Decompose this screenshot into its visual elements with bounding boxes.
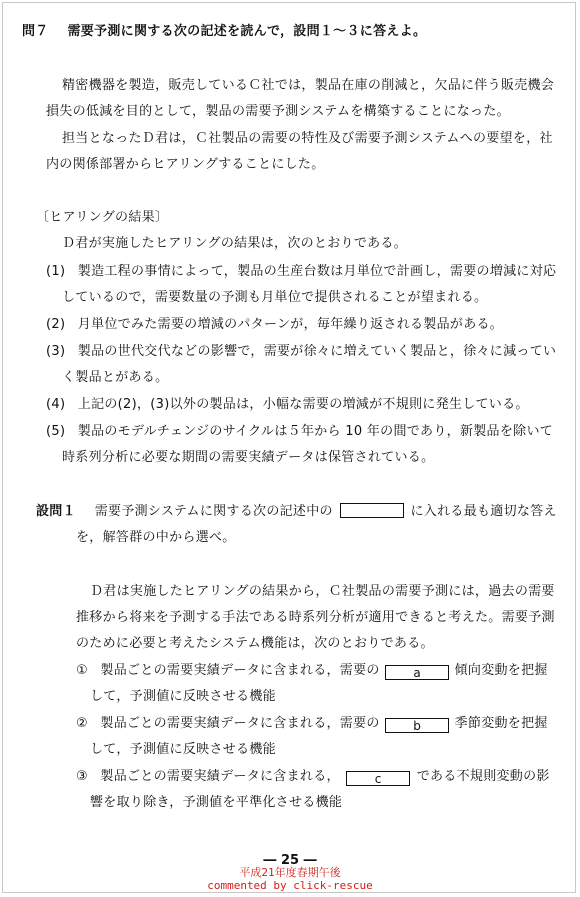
item-text: 製品のモデルチェンジのサイクルは５年から 10 年の間であり，新製品を除いて: [77, 424, 554, 439]
hearing-item-5-line2: 時系列分析に必要な期間の需要実績データは保管されている。: [62, 450, 435, 465]
hearing-item-3-line2: く製品とがある。: [62, 370, 169, 385]
function-item-1: [76, 663, 548, 680]
item-number: (3): [46, 344, 66, 359]
function-text-before: 製品ごとの需要実績データに含まれる，: [100, 769, 340, 784]
item-number: (5): [46, 424, 66, 439]
hearing-item-3: [46, 344, 556, 360]
function-text-after: 季節変動を把握: [454, 716, 548, 731]
hearing-heading: 〔ヒアリングの結果〕: [36, 210, 169, 225]
item-number: (2): [46, 317, 66, 332]
setsumon1-text-after: に入れる最も適切な答え: [410, 504, 557, 519]
item-number: (1): [46, 264, 66, 279]
function-text-before: 製品ごとの需要実績データに含まれる，需要の: [100, 663, 380, 678]
function-text-before: 製品ごとの需要実績データに含まれる，需要の: [100, 716, 380, 731]
intro-p2-line1: 担当となったＤ君は，Ｃ社製品の需要の特性及び需要予測システムへの要望を，社: [62, 131, 553, 146]
hearing-item-2: [46, 317, 503, 333]
setsumon1-label: 設問１: [36, 504, 76, 519]
function-mark: ③: [76, 769, 88, 784]
page-number: ― 25 ―: [263, 853, 317, 868]
function-item-3-line2: 響を取り除き，予測値を平準化させる機能: [90, 795, 343, 810]
exam-label: 平成21年度春期午後: [239, 866, 341, 879]
item-text: 月単位でみた需要の増減のパターンが，毎年繰り返される製品がある。: [77, 317, 504, 332]
blank-box-b: b: [385, 718, 449, 733]
blank-box-c: c: [346, 771, 410, 786]
function-text-after: である不規則変動の影: [416, 769, 550, 784]
function-item-2-line2: して，予測値に反映させる機能: [90, 742, 276, 757]
item-text: 上記の(2)，(3)以外の製品は，小幅な需要の増減が不規則に発生している。: [77, 397, 529, 412]
empty-blank-box: [340, 503, 404, 518]
question-title: 需要予測に関する次の記述を読んで，設問１～３に答えよ。: [67, 24, 427, 39]
function-item-2: [76, 716, 548, 733]
setsumon1-text-before: 需要予測システムに関する次の記述中の: [94, 504, 333, 519]
intro-p1-line2: 損失の低減を目的として，製品の需要予測システムを構築することになった。: [46, 104, 510, 119]
function-mark: ①: [76, 663, 88, 678]
hearing-item-4: [46, 397, 529, 413]
hearing-item-1-line2: しているので，需要数量の予測も月単位で提供されることが望まれる。: [62, 290, 488, 305]
item-number: (4): [46, 397, 66, 412]
hearing-item-5: [46, 424, 553, 440]
question-header: [22, 24, 426, 40]
function-text-after: 傾向変動を把握: [454, 663, 548, 678]
blank-box-a: a: [385, 665, 449, 680]
setsumon1-body-line3: のために必要と考えたシステム機能は，次のとおりである。: [76, 636, 434, 651]
function-item-3: [76, 769, 550, 786]
setsumon1-line2: を，解答群の中から選べ。: [76, 530, 236, 545]
hearing-item-1: [46, 264, 556, 280]
intro-p2-line2: 内の関係部署からヒアリングすることにした。: [46, 157, 325, 172]
setsumon1-line1: [36, 503, 557, 520]
item-text: 製品の世代交代などの影響で，需要が徐々に増えていく製品と，徐々に減ってい: [77, 344, 557, 359]
question-number: 問７: [22, 24, 49, 39]
setsumon1-body-line1: Ｄ君は実施したヒアリングの結果から，Ｃ社製品の需要予測には，過去の需要: [90, 584, 555, 599]
function-mark: ②: [76, 716, 88, 731]
setsumon1-body-line2: 推移から将来を予測する手法である時系列分析が適用できると考えた。需要予測: [76, 610, 555, 625]
hearing-lead: Ｄ君が実施したヒアリングの結果は，次のとおりである。: [62, 236, 408, 251]
intro-p1-line1: 精密機器を製造，販売しているＣ社では，製品在庫の削減と，欠品に伴う販売機会: [62, 78, 555, 93]
function-item-1-line2: して，予測値に反映させる機能: [90, 689, 276, 704]
comment-credit: commented by click-rescue: [207, 879, 373, 892]
item-text: 製造工程の事情によって，製品の生産台数は月単位で計画し，需要の増減に対応: [77, 264, 557, 279]
